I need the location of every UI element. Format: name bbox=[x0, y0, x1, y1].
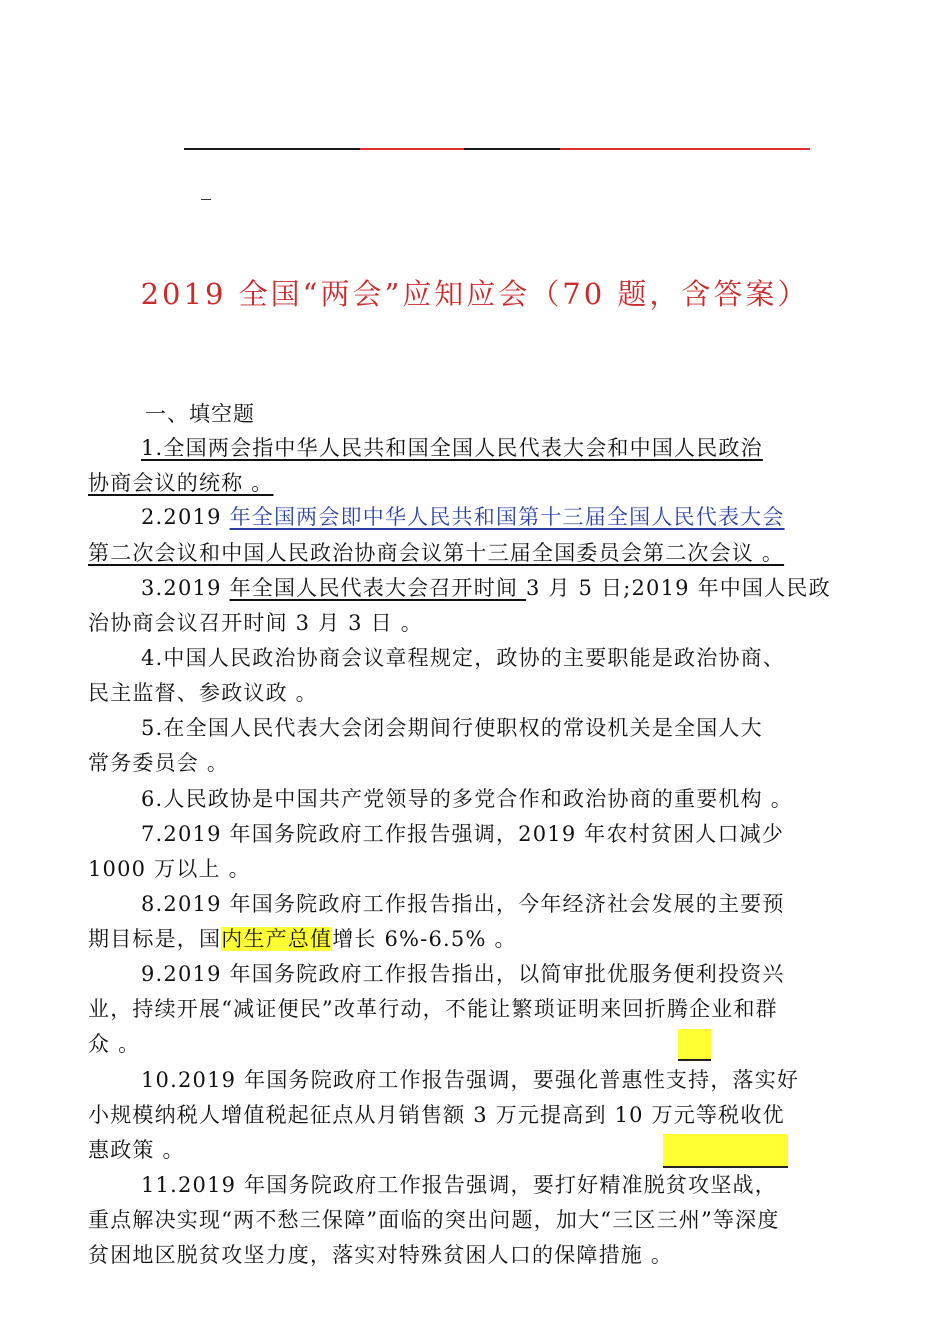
q2-prefix: 2.2019 bbox=[141, 505, 230, 529]
q3-prefix: 3.2019 bbox=[141, 576, 230, 600]
q7-line-1: 7.2019 年国务院政府工作报告强调，2019 年农村贫困人口减少 bbox=[141, 822, 785, 846]
q8-line-2 bbox=[88, 925, 517, 953]
q4-line-1: 4.中国人民政治协商会议章程规定，政协的主要职能是政治协商、 bbox=[141, 646, 786, 670]
header-rule-black-2 bbox=[464, 148, 560, 150]
q8-rest: 增长 6%-6.5% 。 bbox=[332, 927, 517, 951]
q5-line-1: 5.在全国人民代表大会闭会期间行使职权的常设机关是全国人大 bbox=[141, 716, 763, 740]
q4-line-2: 民主监督、参政议政 。 bbox=[88, 681, 318, 705]
q2-answer-part-1: 年全国两会即中华人民共和国第十三届全国人民代表大会 bbox=[229, 505, 785, 529]
q10-line-2: 小规模纳税人增值税起征点从月销售额 3 万元提高到 10 万元等税收优 bbox=[88, 1103, 785, 1127]
header-rule-red-1 bbox=[360, 148, 464, 150]
q9-yellow-highlight bbox=[678, 1029, 711, 1059]
q11-line-2: 重点解决实现“两不愁三保障”面临的突出问题，加大“三区三州”等深度 bbox=[88, 1208, 780, 1232]
q1-line-2: 协商会议的统称 。 bbox=[88, 471, 274, 495]
q3-rest: 3 月 5 日;2019 年中国人民政 bbox=[526, 576, 831, 600]
q3-line-2: 治协商会议召开时间 3 月 3 日 。 bbox=[88, 611, 423, 635]
q10-yellow-highlight bbox=[663, 1134, 788, 1166]
q9-line-1: 9.2019 年国务院政府工作报告指出，以简审批优服务便利投资兴 bbox=[141, 962, 785, 986]
q3-answer-part-1: 年全国人民代表大会召开时间 bbox=[229, 576, 527, 600]
header-rule-red-2 bbox=[560, 148, 810, 150]
q6-line-1: 6.人民政协是中国共产党领导的多党合作和政治协商的重要机构 。 bbox=[141, 787, 793, 811]
q2-line-1 bbox=[141, 503, 785, 531]
q9-line-2: 业，持续开展“减证便民”改革行动，不能让繁琐证明来回折腾企业和群 bbox=[88, 997, 778, 1021]
q8-highlight-answer: 内生产总值 bbox=[221, 927, 333, 951]
q10-line-1: 10.2019 年国务院政府工作报告强调，要强化普惠性支持，落实好 bbox=[141, 1068, 800, 1092]
q10-line-3: 惠政策 。 bbox=[88, 1138, 185, 1162]
document-title: 2019 全国“两会”应知应会（70 题，含答案） bbox=[140, 277, 810, 311]
q3-line-1 bbox=[141, 574, 831, 602]
section-heading: 一、填空题 bbox=[145, 402, 255, 426]
q9-highlight-underline bbox=[678, 1059, 711, 1061]
q5-line-2: 常务委员会 。 bbox=[88, 751, 230, 775]
q8-line-1: 8.2019 年国务院政府工作报告指出，今年经济社会发展的主要预 bbox=[141, 892, 785, 916]
q2-line-2: 第二次会议和中国人民政治协商会议第十三届全国委员会第二次会议 。 bbox=[88, 541, 785, 565]
q9-line-3: 众 。 bbox=[88, 1032, 141, 1056]
q11-line-3: 贫困地区脱贫攻坚力度，落实对特殊贫困人口的保障措施 。 bbox=[88, 1243, 674, 1267]
q10-highlight-underline bbox=[663, 1166, 788, 1168]
header-rule-black-1 bbox=[184, 148, 360, 150]
small-dash-mark bbox=[201, 199, 211, 200]
q8-prefix: 期目标是，国 bbox=[88, 927, 222, 951]
q7-line-2: 1000 万以上 。 bbox=[88, 857, 251, 881]
q1-line-1: 1.全国两会指中华人民共和国全国人民代表大会和中国人民政治 bbox=[141, 436, 763, 460]
q11-line-1: 11.2019 年国务院政府工作报告强调，要打好精准脱贫攻坚战， bbox=[141, 1173, 777, 1197]
